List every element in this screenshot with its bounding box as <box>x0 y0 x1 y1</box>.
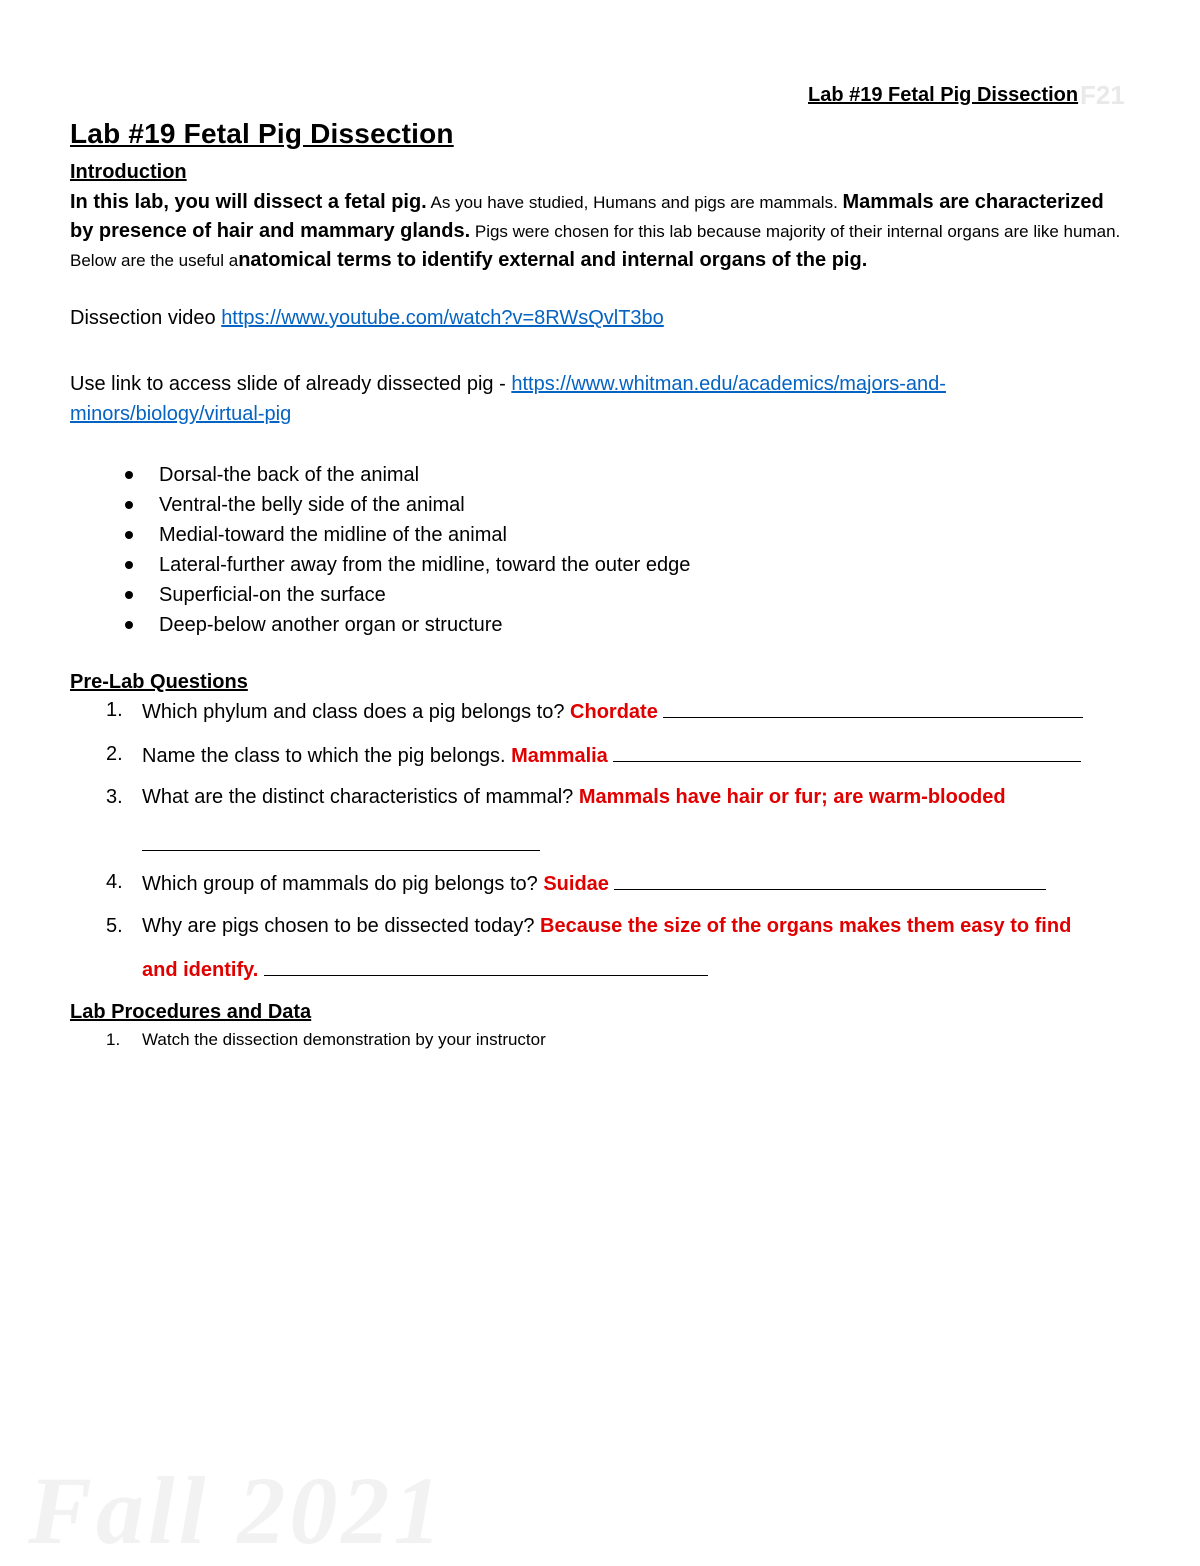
running-header-title: Lab #19 Fetal Pig Dissection <box>808 84 1079 106</box>
introduction-heading: Introduction <box>70 161 187 183</box>
slide-link-line-1 <box>70 373 946 396</box>
term-text: Medial-toward the midline of the animal <box>159 524 507 546</box>
list-item <box>112 460 690 490</box>
question-number: 5. <box>106 915 123 937</box>
prelab-heading: Pre-Lab Questions <box>70 671 248 693</box>
step-number: 1. <box>106 1030 121 1049</box>
term-text: Ventral-the belly side of the animal <box>159 494 465 516</box>
question-number: 1. <box>106 699 123 721</box>
slide-link-label: Use link to access slide of already dissected pig - <box>70 373 512 395</box>
intro-text-3: Mammals are characterized by presence of hair and mammary glands. <box>70 191 1104 242</box>
term-text: Deep-below another organ or structure <box>159 614 503 636</box>
video-line <box>70 307 664 330</box>
introduction-paragraph <box>70 188 1130 275</box>
bullet-icon <box>125 621 133 629</box>
procedures-heading: Lab Procedures and Data <box>70 1001 312 1023</box>
list-item <box>112 550 690 580</box>
answer-text: Mammalia <box>511 745 608 767</box>
question-line <box>142 786 1006 809</box>
intro-text-9: organs of the pig. <box>693 249 868 271</box>
intro-text-8: internal <box>621 249 694 271</box>
term-text: Lateral-further away from the midline, toward the outer edge <box>159 554 691 576</box>
answer-text-continued: and identify. <box>142 959 259 981</box>
question-text: Why are pigs chosen to be dissected today? <box>142 915 541 937</box>
video-link[interactable]: https://www.youtube.com/watch?v=8RWsQvlT3bo <box>221 307 664 329</box>
intro-text-6: external <box>498 249 575 271</box>
answer-blank-line <box>613 743 1081 762</box>
answer-text: Mammals have hair or fur; are warm-blooded <box>578 786 1006 808</box>
question-number: 2. <box>106 743 123 765</box>
question-line <box>142 743 1081 768</box>
list-item <box>112 490 690 520</box>
intro-text-5: natomical terms to identify <box>238 249 499 271</box>
intro-text-4: Pigs were chosen for this lab because majority of their internal organs are like human. Below are the useful a <box>70 222 1121 270</box>
bullet-icon <box>125 471 133 479</box>
question-text: Name the class to which the pig belongs. <box>142 745 512 767</box>
bullet-icon <box>125 501 133 509</box>
step-text: Watch the dissection demonstration by your instructor <box>142 1030 546 1049</box>
answer-text: Because the size of the organs makes them easy to find <box>540 915 1072 937</box>
list-item <box>112 520 690 550</box>
question-line <box>142 871 1046 896</box>
question-line <box>142 699 1083 724</box>
list-item <box>112 580 690 610</box>
answer-blank-line <box>264 957 708 976</box>
answer-blank-line <box>142 832 540 851</box>
question-text: What are the distinct characteristics of mammal? <box>142 786 579 808</box>
question-number: 3. <box>106 786 123 808</box>
question-line <box>142 915 1071 938</box>
question-number: 4. <box>106 871 123 893</box>
answer-blank-line <box>614 871 1046 890</box>
intro-text-1: In this lab, you will dissect a fetal pig. <box>70 191 427 213</box>
question-text: Which group of mammals do pig belongs to? <box>142 873 544 895</box>
fall-2021-watermark: Fall 2021 <box>28 1457 446 1564</box>
answer-blank-line <box>663 699 1083 718</box>
term-text: Superficial-on the surface <box>159 584 386 606</box>
term-text: Dorsal-the back of the animal <box>159 464 420 486</box>
answer-text: Suidae <box>543 873 609 895</box>
intro-text-2: As you have studied, Humans and pigs are mammals. <box>426 193 843 212</box>
anatomical-terms-list <box>112 460 690 640</box>
intro-text-7: and <box>575 249 622 271</box>
bullet-icon <box>125 531 133 539</box>
slide-link-part-2[interactable]: minors/biology/virtual-pig <box>70 403 292 425</box>
running-header-term: F21 <box>1080 80 1125 110</box>
bullet-icon <box>125 591 133 599</box>
answer-text: Chordate <box>570 701 658 723</box>
slide-link-part-1[interactable]: https://www.whitman.edu/academics/majors-and- <box>511 373 946 395</box>
question-5-continuation <box>142 957 708 982</box>
slide-link-line-2 <box>70 403 291 426</box>
bullet-icon <box>125 561 133 569</box>
list-item <box>112 610 690 640</box>
page-title: Lab #19 Fetal Pig Dissection <box>70 118 454 149</box>
video-label: Dissection video <box>70 307 222 329</box>
question-text: Which phylum and class does a pig belongs to? <box>142 701 571 723</box>
